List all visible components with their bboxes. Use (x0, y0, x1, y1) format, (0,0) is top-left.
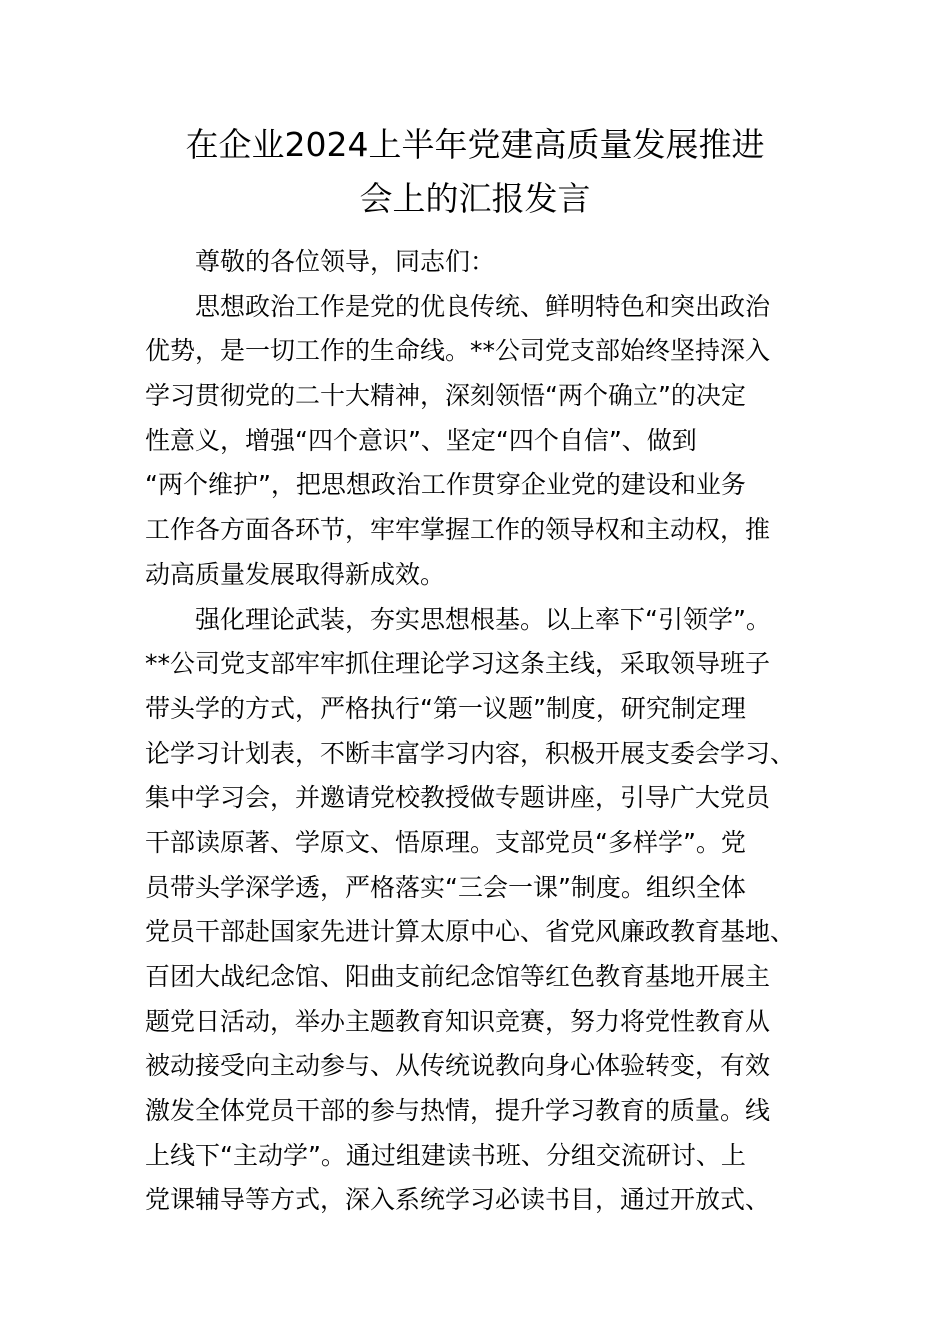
title-line: 会上的汇报发言 (359, 179, 591, 218)
body-line: 工作各方面各环节，牢牢掌握工作的领导权和主动权，推 (145, 515, 771, 545)
body-line: 员带头学深学透，严格落实“三会一课”制度。组织全体 (145, 872, 746, 902)
body-line: 性意义，增强“四个意识”、坚定“四个自信”、做到 (145, 425, 697, 455)
body-line: 学习贯彻党的二十大精神，深刻领悟“两个确立”的决定 (145, 381, 746, 411)
body-line: 带头学的方式，严格执行“第一议题”制度，研究制定理 (145, 693, 746, 723)
body-line: 被动接受向主动参与、从传统说教向身心体验转变，有效 (145, 1051, 771, 1081)
body-line: 尊敬的各位领导，同志们： (195, 247, 496, 276)
body-line: 上线下“主动学”。通过组建读书班、分组交流研讨、上 (145, 1140, 746, 1170)
body-line: 思想政治工作是党的优良传统、鲜明特色和突出政治 (195, 291, 771, 321)
body-line: 优势，是一切工作的生命线。**公司党支部始终坚持深入 (145, 336, 771, 366)
body-line: 党课辅导等方式，深入系统学习必读书目，通过开放式、 (145, 1185, 771, 1215)
document-title (145, 118, 805, 226)
body-line: 激发全体党员干部的参与热情，提升学习教育的质量。线 (145, 1096, 771, 1126)
body-line: 题党日活动，举办主题教育知识竞赛，努力将党性教育从 (145, 1006, 771, 1036)
body-line: 动高质量发展取得新成效。 (145, 559, 446, 589)
body-line: “两个维护”，把思想政治工作贯穿企业党的建设和业务 (145, 470, 746, 500)
body-line: 干部读原著、学原文、悟原理。支部党员“多样学”。党 (145, 827, 746, 857)
body-line: 百团大战纪念馆、阳曲支前纪念馆等红色教育基地开展主 (145, 962, 771, 991)
body-line: **公司党支部牢牢抓住理论学习这条主线，采取领导班子 (145, 649, 771, 679)
body-line: 论学习计划表，不断丰富学习内容，积极开展支委会学习、 (145, 738, 796, 768)
body-line: 党员干部赴国家先进计算太原中心、省党风廉政教育基地、 (145, 917, 796, 947)
body-line: 强化理论武装，夯实思想根基。以上率下“引领学”。 (195, 604, 771, 634)
title-line: 在企业2024上半年党建高质量发展推进 (185, 125, 765, 164)
body-line: 集中学习会，并邀请党校教授做专题讲座，引导广大党员 (145, 783, 771, 813)
document-body (145, 240, 805, 1223)
